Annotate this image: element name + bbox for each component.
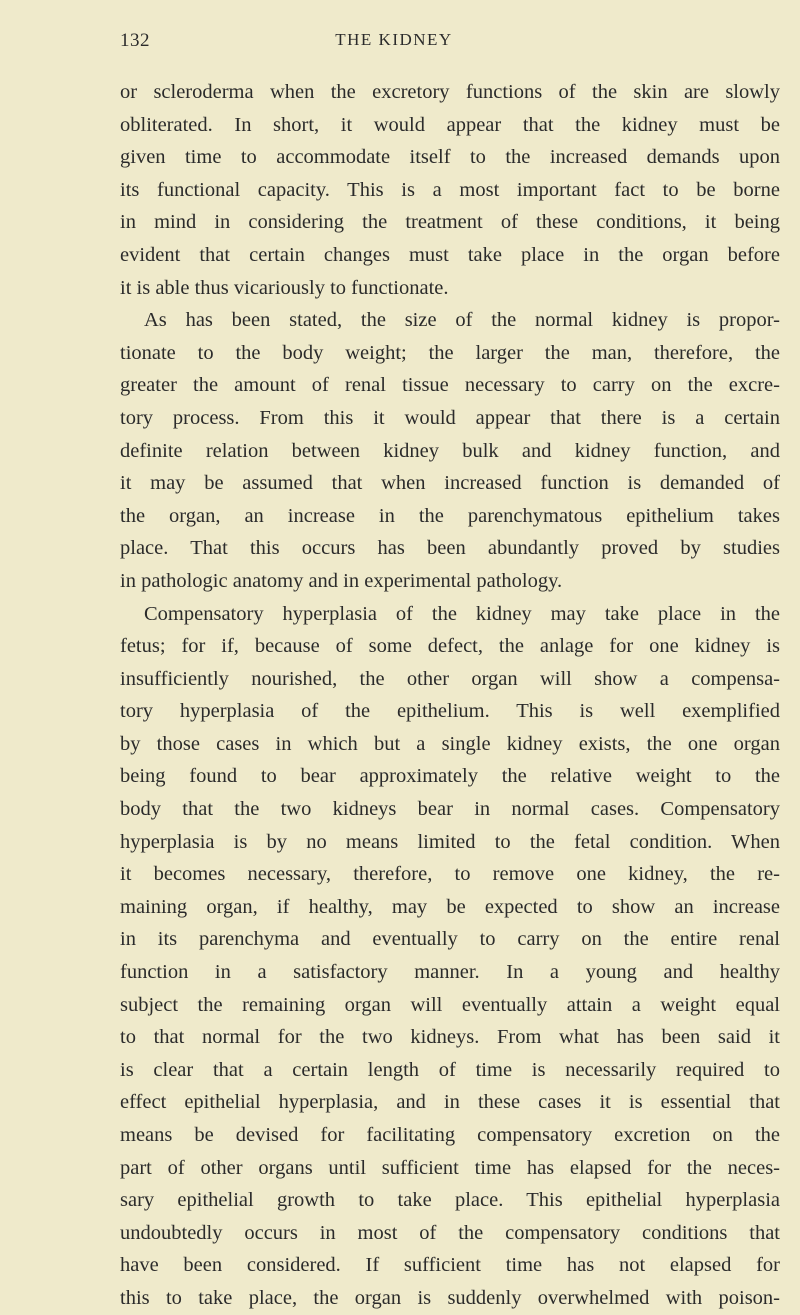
text-line: As has been stated, the size of the normal kidney is propor- xyxy=(144,309,780,332)
text-line: insufficiently nourished, the other organ will show a compensa- xyxy=(120,667,780,690)
text-line: sary epithelial growth to take place. This epithelial hyperplasia xyxy=(120,1189,780,1212)
text-line: in its parenchyma and eventually to carry on the entire renal xyxy=(120,928,780,951)
text-line: hyperplasia is by no means limited to the fetal condition. When xyxy=(120,830,780,853)
text-line: part of other organs until sufficient time has elapsed for the neces- xyxy=(120,1156,780,1179)
text-line: evident that certain changes must take place in the organ before xyxy=(120,243,780,266)
running-title: THE KIDNEY xyxy=(335,30,453,49)
text-line: greater the amount of renal tissue necessary to carry on the excre- xyxy=(120,374,780,397)
text-line: Compensatory hyperplasia of the kidney may take place in the xyxy=(144,602,780,625)
text-line: place. That this occurs has been abundantly proved by studies xyxy=(120,537,780,560)
text-line: subject the remaining organ will eventually attain a weight equal xyxy=(120,993,780,1016)
text-line: tory hyperplasia of the epithelium. This is well exemplified xyxy=(120,700,780,723)
text-line: definite relation between kidney bulk and kidney function, and xyxy=(120,439,780,462)
text-line: its functional capacity. This is a most important fact to be borne xyxy=(120,178,780,201)
text-line: or scleroderma when the excretory functions of the skin are slowly xyxy=(120,81,780,103)
text-line: effect epithelial hyperplasia, and in these cases it is essential that xyxy=(120,1091,780,1114)
text-line: body that the two kidneys bear in normal cases. Compensatory xyxy=(120,798,780,821)
text-line: being found to bear approximately the relative weight to the xyxy=(120,765,780,788)
text-line: to that normal for the two kidneys. From what has been said it xyxy=(120,1026,780,1049)
text-line: given time to accommodate itself to the increased demands upon xyxy=(120,146,780,169)
text-line: it may be assumed that when increased function is demanded of xyxy=(120,472,780,495)
text-line: it becomes necessary, therefore, to remove one kidney, the re- xyxy=(120,863,780,886)
text-line: is clear that a certain length of time is necessarily required to xyxy=(120,1058,780,1081)
text-line: maining organ, if healthy, may be expected to show an increase xyxy=(120,895,780,918)
text-line: in pathologic anatomy and in experimental pathology. xyxy=(120,569,563,592)
text-line: it is able thus vicariously to functionate. xyxy=(120,276,449,299)
text-line: fetus; for if, because of some defect, the anlage for one kidney is xyxy=(120,635,780,658)
page-number: 132 xyxy=(120,30,150,51)
text-line: have been considered. If sufficient time has not elapsed for xyxy=(120,1254,780,1277)
text-line: function in a satisfactory manner. In a young and healthy xyxy=(120,961,780,984)
text-line: undoubtedly occurs in most of the compensatory conditions that xyxy=(120,1221,780,1244)
text-line: means be devised for facilitating compensatory excretion on the xyxy=(120,1124,780,1146)
text-line: the organ, an increase in the parenchymatous epithelium takes xyxy=(120,504,780,527)
body-text xyxy=(120,76,780,1315)
running-head xyxy=(120,30,780,54)
text-line: obliterated. In short, it would appear that the kidney must be xyxy=(120,113,780,136)
text-line: tionate to the body weight; the larger the man, therefore, the xyxy=(120,341,780,364)
text-line: in mind in considering the treatment of these conditions, it being xyxy=(120,211,780,234)
text-line: by those cases in which but a single kidney exists, the one organ xyxy=(120,732,780,755)
text-line: tory process. From this it would appear that there is a certain xyxy=(120,406,780,429)
text-line: this to take place, the organ is suddenly overwhelmed with poison- xyxy=(120,1286,780,1309)
